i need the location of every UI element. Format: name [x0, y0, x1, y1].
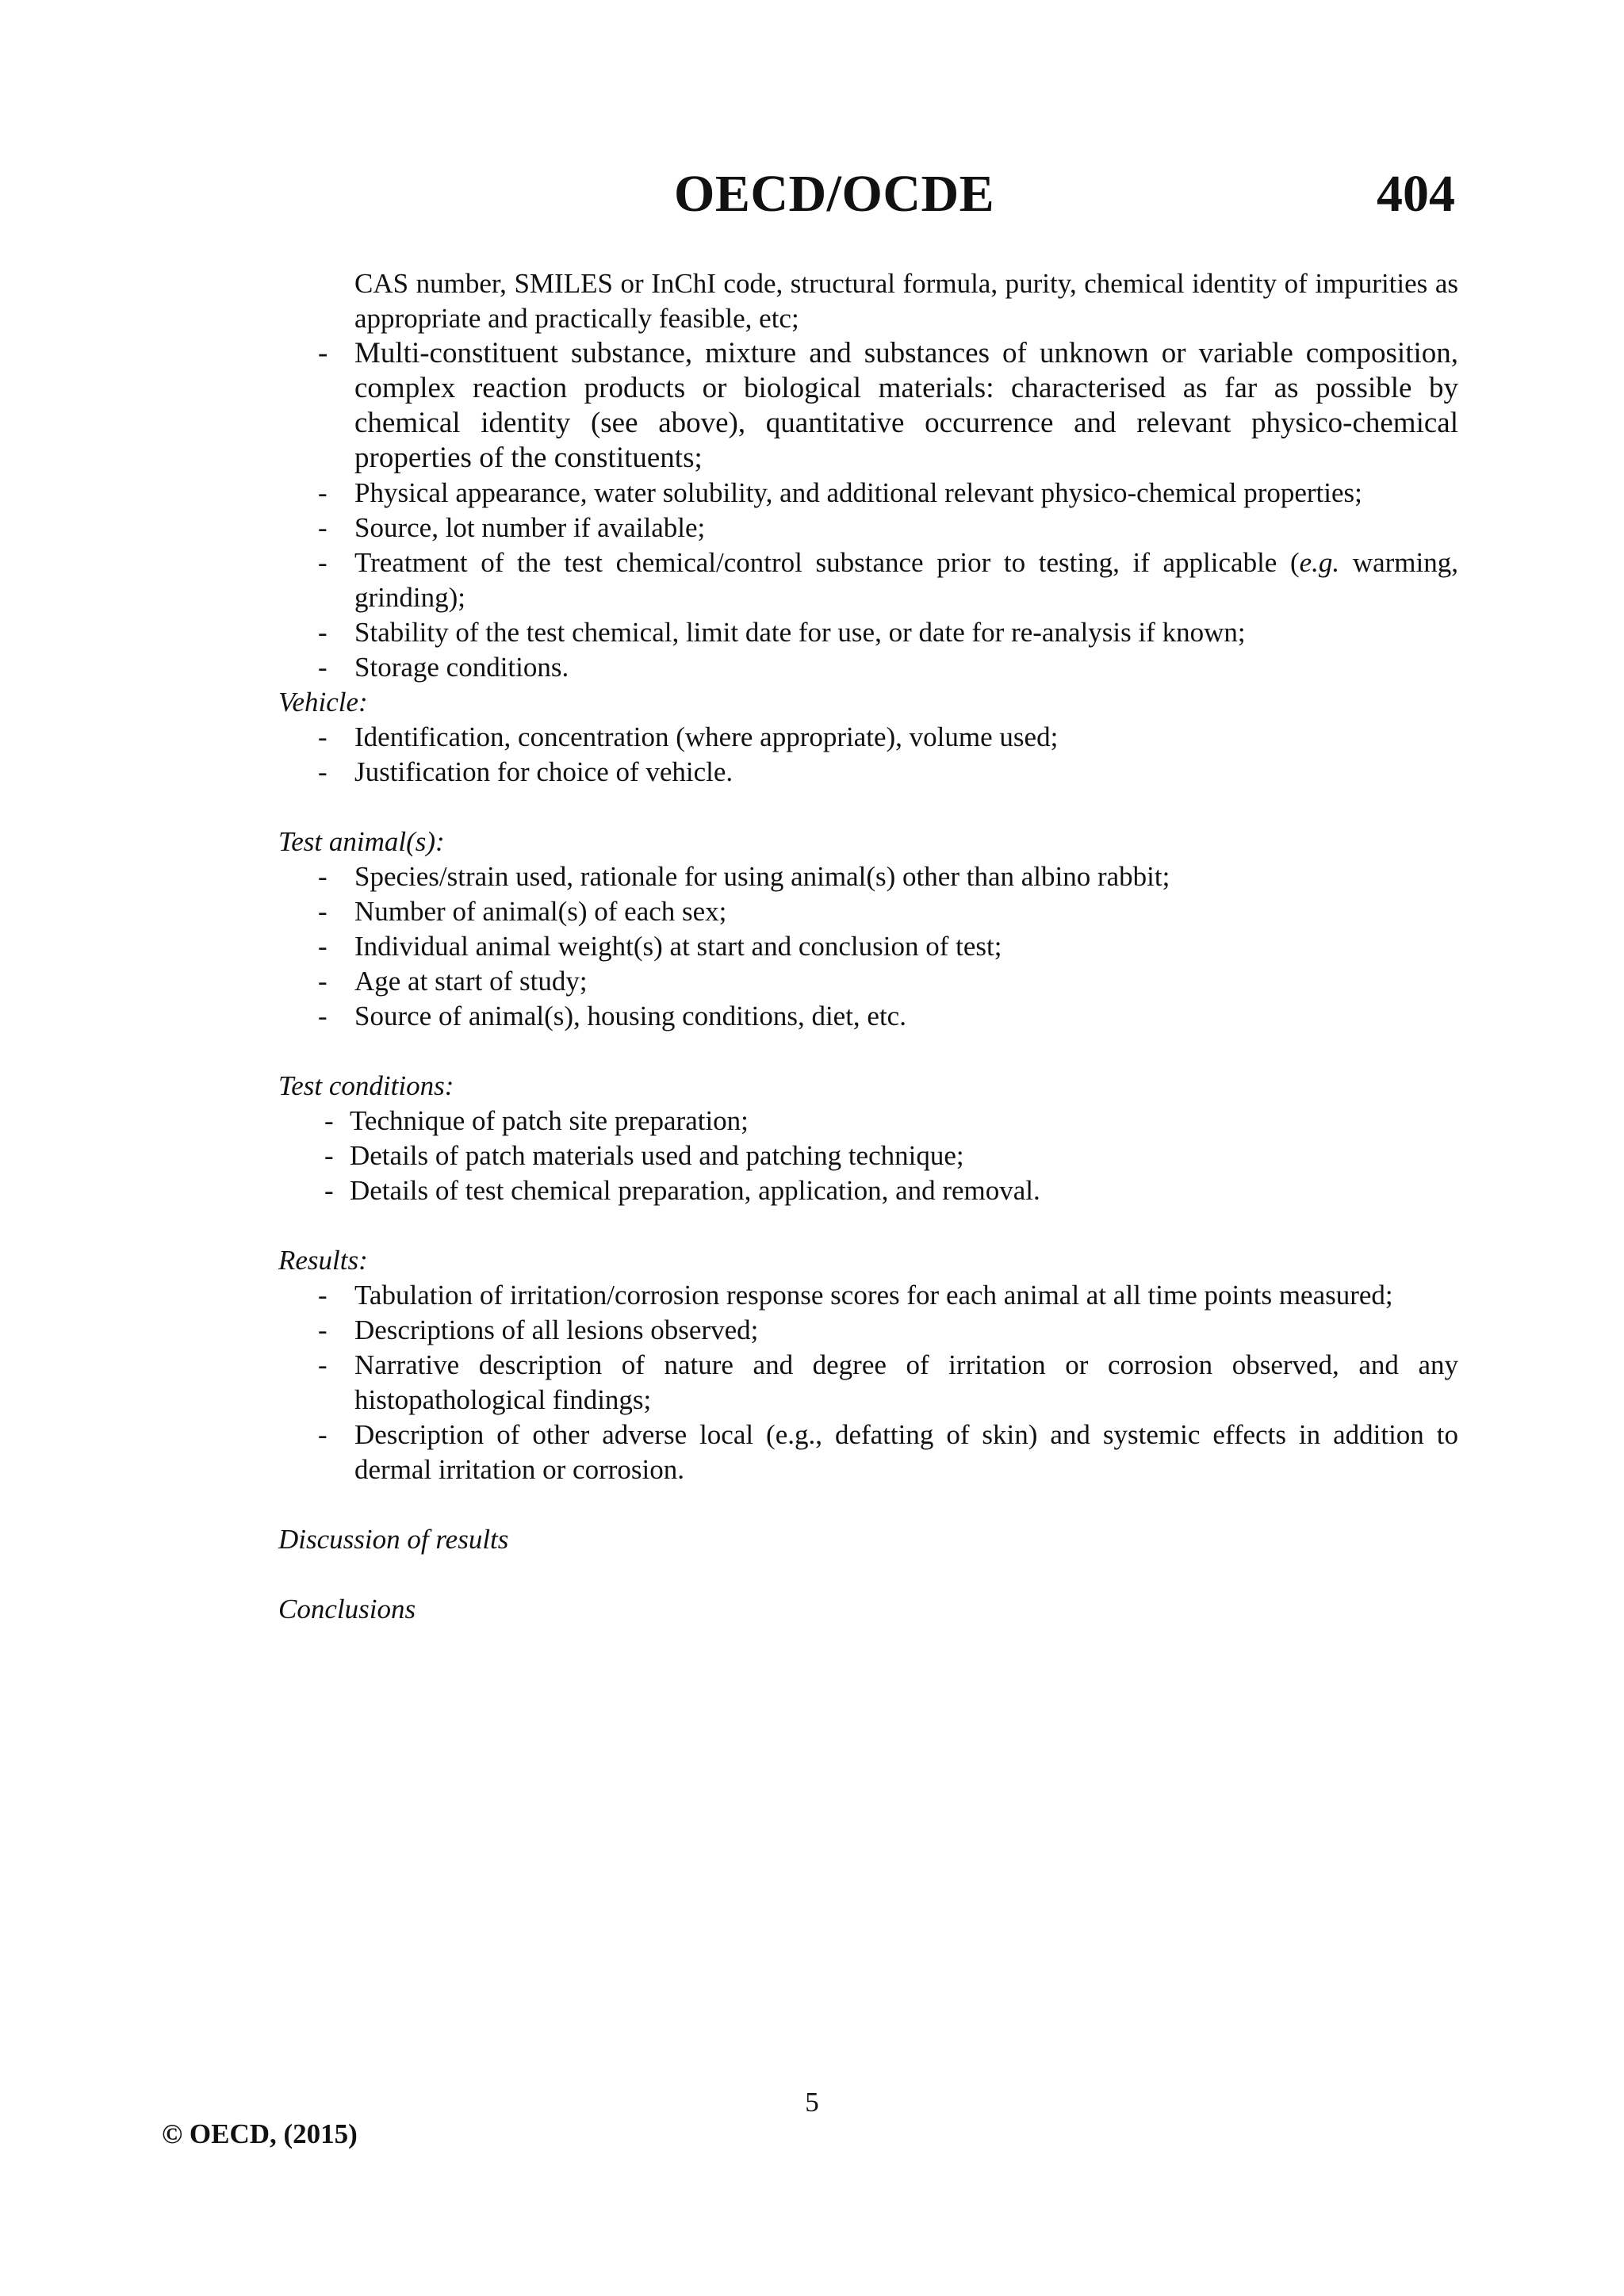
test-animals-list — [278, 859, 1458, 1034]
spacer — [278, 1034, 1458, 1069]
list-item: - Number of animal(s) of each sex; — [278, 894, 1458, 929]
list-item: - Age at start of study; — [278, 964, 1458, 999]
test-conditions-list — [278, 1104, 1458, 1208]
continuation-paragraph: CAS number, SMILES or InChI code, structural formula, purity, chemical identity of impurities as appropriate and practically feasible, etc; — [354, 268, 1458, 334]
list-item: - Source of animal(s), housing conditions, diet, etc. — [278, 999, 1458, 1034]
treatment-text-italic: e.g. — [1299, 547, 1340, 578]
vehicle-list — [278, 720, 1458, 790]
results-list — [278, 1278, 1458, 1487]
list-item: - Stability of the test chemical, limit date for use, or date for re-analysis if known; — [278, 615, 1458, 650]
discussion-heading: Discussion of results — [278, 1524, 509, 1555]
list-item: - Source, lot number if available; — [278, 511, 1458, 545]
page-number: 5 — [805, 2087, 819, 2118]
list-item: - Physical appearance, water solubility, and additional relevant physico-chemical properties; — [278, 476, 1458, 511]
conclusions-heading: Conclusions — [278, 1594, 416, 1624]
list-item: - Description of other adverse local (e.g., defatting of skin) and systemic effects in addition to dermal irritation or corrosion. — [278, 1418, 1458, 1487]
list-item: - Technique of patch site preparation; — [278, 1104, 1458, 1138]
list-item: - Individual animal weight(s) at start and conclusion of test; — [278, 929, 1458, 964]
copyright-notice: © OECD, (2015) — [162, 2118, 358, 2149]
list-item: - Storage conditions. — [278, 650, 1458, 685]
list-item: - Tabulation of irritation/corrosion response scores for each animal at all time points measured; — [278, 1278, 1458, 1313]
vehicle-heading: Vehicle: — [278, 687, 368, 718]
list-item: - Details of test chemical preparation, application, and removal. — [278, 1173, 1458, 1208]
test-chemical-list — [278, 336, 1458, 685]
list-item: - Identification, concentration (where appropriate), volume used; — [278, 720, 1458, 755]
header-org-title: OECD/OCDE — [674, 165, 995, 223]
spacer — [278, 790, 1458, 825]
test-animals-heading: Test animal(s): — [278, 826, 445, 857]
list-item: - Justification for choice of vehicle. — [278, 755, 1458, 790]
list-item — [278, 545, 1458, 615]
test-conditions-heading: Test conditions: — [278, 1070, 454, 1101]
spacer — [278, 1557, 1458, 1592]
treatment-text-before: Treatment of the test chemical/control substance prior to testing, if applicable ( — [354, 547, 1300, 578]
document-body — [278, 266, 1458, 1627]
spacer — [278, 1487, 1458, 1522]
list-item: - Details of patch materials used and patching technique; — [278, 1138, 1458, 1173]
list-item: - Narrative description of nature and degree of irritation or corrosion observed, and any histopathological findings; — [278, 1348, 1458, 1418]
results-heading: Results: — [278, 1245, 368, 1276]
list-item: - Species/strain used, rationale for using animal(s) other than albino rabbit; — [278, 859, 1458, 894]
guideline-number: 404 — [1377, 165, 1455, 223]
treatment-text-after: warming, grinding); — [354, 547, 1458, 613]
list-item: - Multi-constituent substance, mixture and substances of unknown or variable composition, complex reaction products or biological materials: characterised as far as possible by chemical identity (see above), quantitative occurrence and relevant physico-chemical properties of the constituents; — [278, 336, 1458, 476]
spacer — [278, 1208, 1458, 1243]
list-item: - Descriptions of all lesions observed; — [278, 1313, 1458, 1348]
